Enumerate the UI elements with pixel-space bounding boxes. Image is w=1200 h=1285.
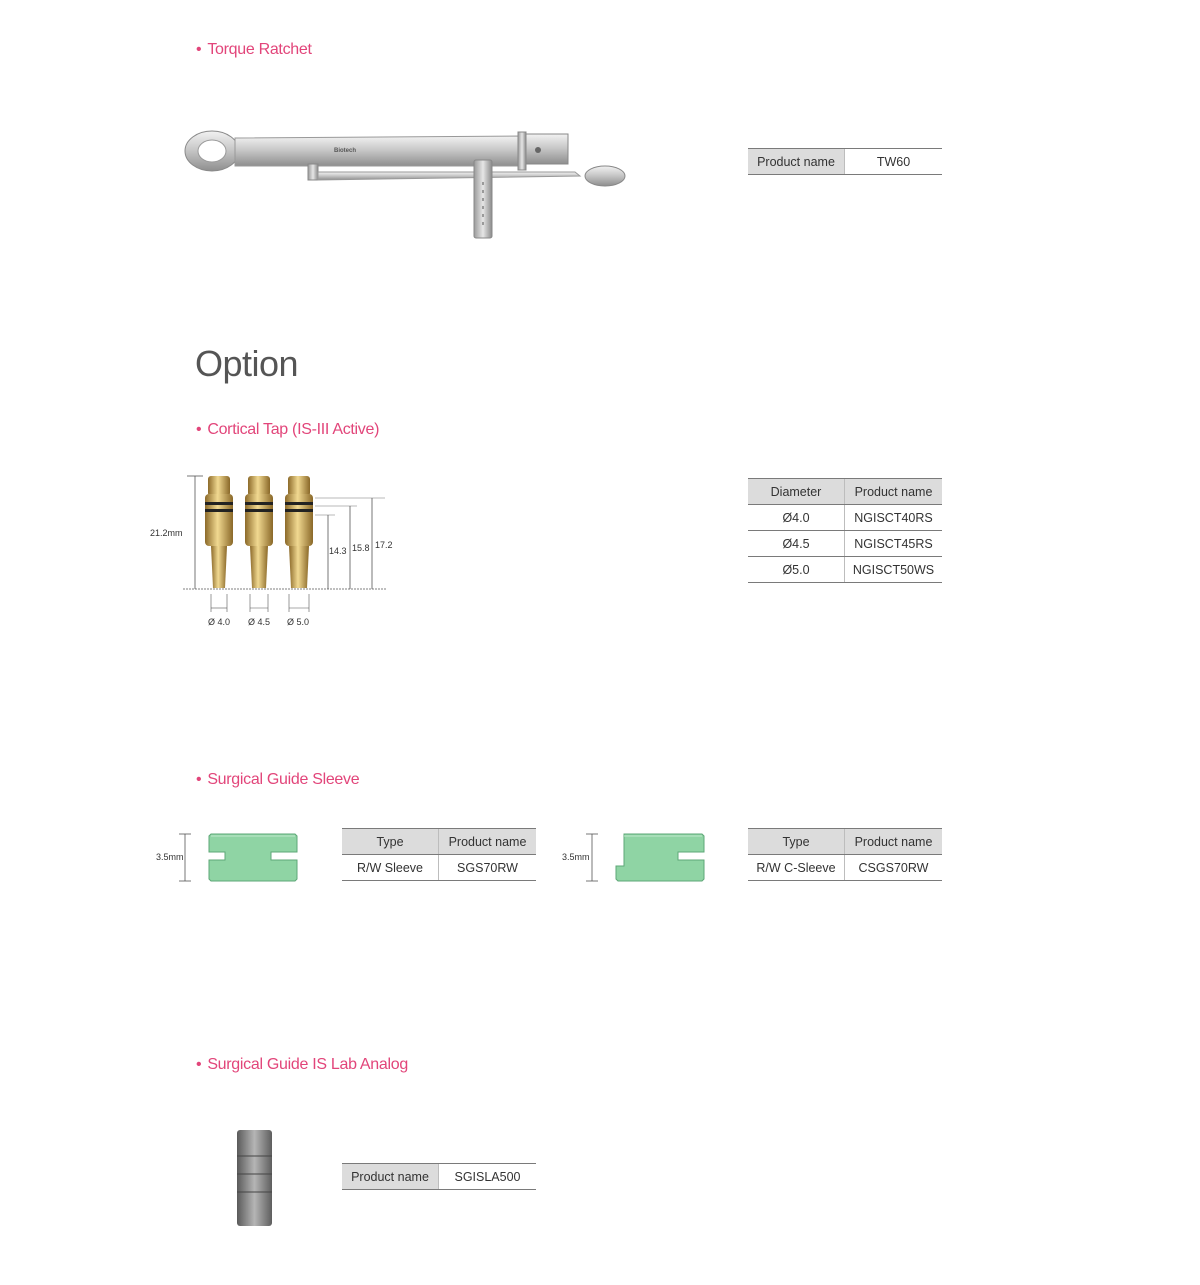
- section-title-text: Surgical Guide IS Lab Analog: [207, 1056, 408, 1073]
- column-header-type: Type: [748, 829, 845, 855]
- product-cell: NGISCT50WS: [845, 557, 943, 583]
- product-cell: CSGS70RW: [845, 855, 943, 881]
- table-row: [342, 855, 536, 881]
- type-cell: R/W Sleeve: [342, 855, 439, 881]
- product-cell: NGISCT40RS: [845, 505, 943, 531]
- sleeve-right-table: [748, 828, 942, 881]
- table-header-row: [748, 479, 942, 505]
- product-name-label: Product name: [748, 149, 845, 175]
- lab-analog-table: [342, 1163, 536, 1190]
- table-header-row: [342, 829, 536, 855]
- column-header-diameter: Diameter: [748, 479, 845, 505]
- sleeve-left-dim: 3.5mm: [156, 852, 184, 862]
- column-header-product-name: Product name: [845, 479, 943, 505]
- dim-d2: Ø 4.5: [248, 617, 271, 627]
- cortical-tap-table: [748, 478, 942, 583]
- product-name-label: Product name: [342, 1164, 439, 1190]
- column-header-product-name: Product name: [845, 829, 943, 855]
- column-header-product-name: Product name: [439, 829, 537, 855]
- lab-analog-image: [232, 1128, 277, 1228]
- diameter-cell: Ø4.0: [748, 505, 845, 531]
- diameter-cell: Ø5.0: [748, 557, 845, 583]
- section-title-text: Torque Ratchet: [207, 41, 312, 58]
- section-title-text: Cortical Tap (IS-III Active): [207, 421, 380, 438]
- torque-ratchet-table: [748, 148, 942, 175]
- sleeve-right-dim: 3.5mm: [562, 852, 590, 862]
- product-cell: SGS70RW: [439, 855, 537, 881]
- dim-h1: 14.3: [329, 546, 347, 556]
- table-row: [342, 1164, 536, 1190]
- product-name-value: SGISLA500: [439, 1164, 537, 1190]
- section-title-lab-analog: • Surgical Guide IS Lab Analog: [196, 1056, 408, 1073]
- sleeve-right-image: [582, 830, 712, 885]
- table-row: [748, 505, 942, 531]
- section-title-guide-sleeve: • Surgical Guide Sleeve: [196, 771, 360, 788]
- section-title-cortical-tap: • Cortical Tap (IS-III Active): [196, 421, 380, 438]
- option-heading: Option: [195, 343, 299, 384]
- sleeve-left-image: [175, 830, 305, 885]
- table-row: [748, 557, 942, 583]
- dim-h3: 17.2: [375, 540, 393, 550]
- sleeve-left-table: [342, 828, 536, 881]
- section-title-text: Surgical Guide Sleeve: [207, 771, 360, 788]
- table-header-row: [748, 829, 942, 855]
- product-cell: NGISCT45RS: [845, 531, 943, 557]
- table-row: [748, 149, 942, 175]
- dim-height-total: 21.2mm: [150, 528, 183, 538]
- product-name-value: TW60: [845, 149, 943, 175]
- dim-d3: Ø 5.0: [287, 617, 310, 627]
- table-row: [748, 531, 942, 557]
- column-header-type: Type: [342, 829, 439, 855]
- table-row: [748, 855, 942, 881]
- tap-4-5: [245, 476, 273, 588]
- diameter-cell: Ø4.5: [748, 531, 845, 557]
- brand-mark: Biotech: [334, 148, 357, 154]
- dim-h2: 15.8: [352, 543, 370, 553]
- tap-4-0: [205, 476, 233, 588]
- tap-5-0: [285, 476, 313, 588]
- torque-ratchet-image: [180, 120, 640, 245]
- dim-d1: Ø 4.0: [208, 617, 231, 627]
- type-cell: R/W C-Sleeve: [748, 855, 845, 881]
- section-title-torque-ratchet: • Torque Ratchet: [196, 41, 312, 58]
